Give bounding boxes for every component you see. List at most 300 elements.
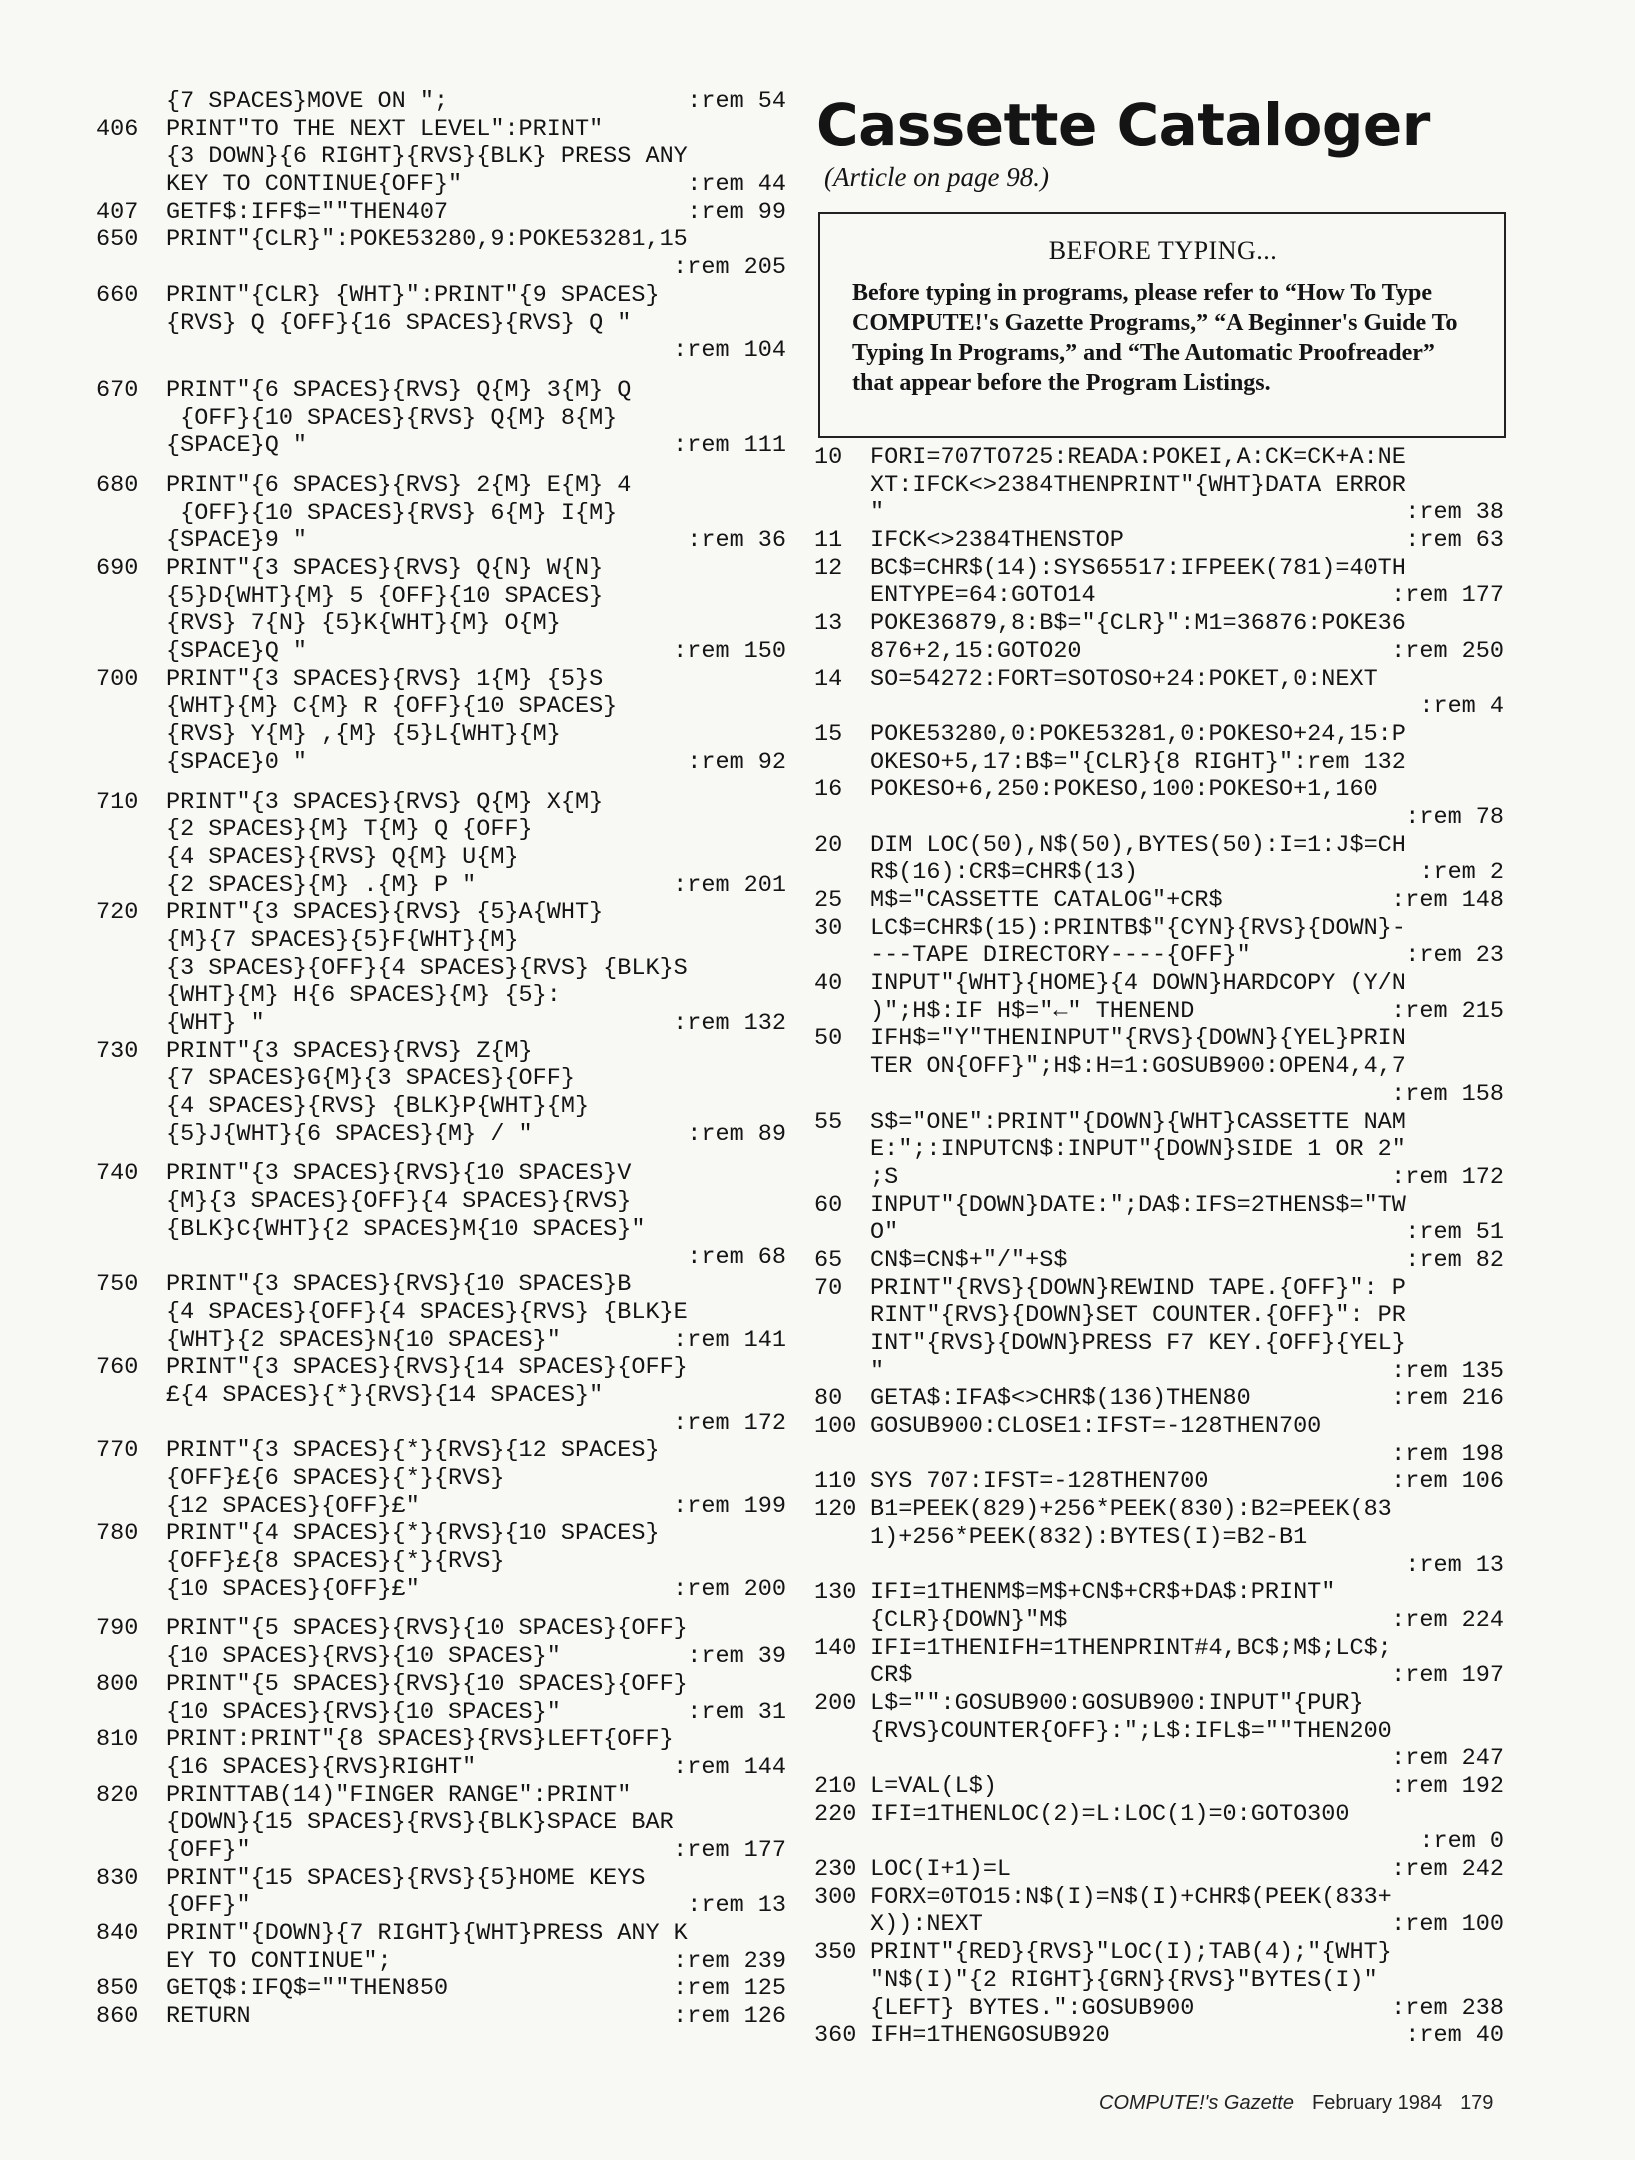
checksum-rem: :rem 200: [673, 1575, 786, 1603]
code-text: CN$=CN$+"/"+S$: [870, 1246, 1068, 1274]
code-line: [96, 638, 786, 666]
code-text: {WHT}{M} H{6 SPACES}{M} {5}:: [166, 982, 561, 1010]
checksum-rem: :rem 104: [673, 337, 786, 365]
line-number: 810: [96, 1726, 139, 1754]
code-text: {OFF}£{8 SPACES}{*}{RVS}: [166, 1548, 505, 1576]
code-line: [96, 1699, 786, 1727]
code-line: [814, 1884, 1504, 1912]
checksum-rem: :rem 150: [673, 638, 786, 666]
code-line: [814, 638, 1504, 666]
code-line: [96, 1892, 786, 1920]
line-number: 120: [814, 1496, 857, 1524]
code-text: GETF$:IFF$=""THEN407: [166, 198, 449, 226]
code-line: [96, 310, 786, 338]
code-line: [96, 116, 786, 144]
code-line: [814, 1496, 1504, 1524]
line-number: 55: [814, 1108, 843, 1136]
code-line: [814, 1635, 1504, 1663]
line-number: 70: [814, 1274, 843, 1302]
code-line: [96, 610, 786, 638]
code-line: [96, 1465, 786, 1493]
code-text: 1)+256*PEEK(832):BYTES(I)=B2-B1: [870, 1523, 1308, 1551]
code-line: [814, 721, 1504, 749]
line-number: 210: [814, 1773, 857, 1800]
code-line: [96, 254, 786, 282]
code-text: LC$=CHR$(15):PRINTB$"{CYN}{RVS}{DOWN}-: [870, 914, 1406, 942]
checksum-rem: :rem 92: [687, 748, 786, 776]
code-text: PRINT"{3 SPACES}{RVS}{14 SPACES}{OFF}: [166, 1354, 688, 1382]
code-text: M$="CASSETTE CATALOG"+CR$: [870, 887, 1223, 914]
code-line: [814, 1607, 1504, 1635]
code-text: B1=PEEK(829)+256*PEEK(830):B2=PEEK(83: [870, 1496, 1392, 1524]
line-number: 780: [96, 1520, 139, 1548]
code-text: ": [870, 1357, 885, 1385]
code-line: [814, 1413, 1504, 1441]
code-line: [96, 1093, 786, 1121]
code-line: [96, 432, 786, 460]
checksum-rem: :rem 177: [673, 1836, 786, 1864]
code-text: ": [870, 499, 885, 527]
checksum-rem: :rem 100: [1391, 1911, 1504, 1939]
line-number: 13: [814, 610, 843, 638]
code-line: [814, 915, 1504, 943]
code-text: {4 SPACES}{OFF}{4 SPACES}{RVS} {BLK}E: [166, 1298, 688, 1326]
code-text: {OFF}{10 SPACES}{RVS} Q{M} 8{M}: [166, 404, 618, 432]
checksum-rem: :rem 132: [673, 1010, 786, 1037]
code-line: [814, 1468, 1504, 1496]
code-line: [96, 472, 786, 500]
code-text: {10 SPACES}{RVS}{10 SPACES}": [166, 1643, 561, 1671]
code-text: PRINT"{3 SPACES}{RVS} 1{M} {5}S: [166, 665, 604, 693]
code-line: [96, 226, 786, 254]
code-text: {OFF}£{6 SPACES}{*}{RVS}: [166, 1465, 505, 1492]
checksum-rem: :rem 63: [1405, 527, 1504, 555]
line-number: 350: [814, 1939, 857, 1967]
code-text: IFH=1THENGOSUB920: [870, 2022, 1110, 2050]
code-line: [814, 555, 1504, 583]
code-text: R$(16):CR$=CHR$(13): [870, 859, 1138, 887]
code-line: [96, 1493, 786, 1521]
checksum-rem: :rem 238: [1391, 1994, 1504, 2022]
code-line: [814, 2022, 1504, 2050]
line-number: 80: [814, 1385, 843, 1413]
code-line: [814, 666, 1504, 694]
code-text: RETURN: [166, 2003, 251, 2031]
code-text: POKE53280,0:POKE53281,0:POKESO+24,15:P: [870, 720, 1406, 748]
code-text: FORX=0TO15:N$(I)=N$(I)+CHR$(PEEK(833+: [870, 1883, 1392, 1911]
code-text: EY TO CONTINUE";: [166, 1947, 392, 1975]
code-line: [814, 1690, 1504, 1718]
checksum-rem: :rem 99: [687, 198, 786, 226]
checksum-rem: :rem 141: [673, 1326, 786, 1354]
line-number: 670: [96, 376, 139, 404]
checksum-rem: :rem 111: [673, 432, 786, 460]
code-text: {16 SPACES}{RVS}RIGHT": [166, 1753, 477, 1781]
checksum-rem: :rem 250: [1391, 637, 1504, 665]
code-text: PRINT"{15 SPACES}{RVS}{5}HOME KEYS: [166, 1864, 646, 1892]
code-line: [814, 1136, 1504, 1164]
line-number: 220: [814, 1800, 857, 1828]
checksum-rem: :rem 239: [673, 1947, 786, 1975]
code-line: [814, 1911, 1504, 1939]
code-text: PRINT"{3 SPACES}{RVS}{10 SPACES}V: [166, 1160, 632, 1188]
code-line: [96, 844, 786, 872]
checksum-rem: :rem 199: [673, 1492, 786, 1520]
code-line: [814, 1385, 1504, 1413]
code-text: {LEFT} BYTES.":GOSUB900: [870, 1994, 1195, 2022]
code-line: [814, 444, 1504, 472]
code-text: LOC(I+1)=L: [870, 1856, 1012, 1884]
code-text: {BLK}C{WHT}{2 SPACES}M{10 SPACES}": [166, 1215, 646, 1243]
code-line: [96, 1038, 786, 1066]
code-line: [96, 1410, 786, 1438]
code-line: [96, 982, 786, 1010]
code-line: [96, 377, 786, 405]
line-number: 10: [814, 444, 843, 471]
code-text: POKE36879,8:B$="{CLR}":M1=36876:POKE36: [870, 610, 1406, 638]
code-text: RINT"{RVS}{DOWN}SET COUNTER.{OFF}": PR: [870, 1302, 1406, 1330]
code-line: [96, 88, 786, 116]
line-number: 800: [96, 1670, 139, 1698]
line-number: 25: [814, 887, 843, 914]
code-line: [814, 1773, 1504, 1801]
code-line: [96, 282, 786, 310]
code-text: IFCK<>2384THENSTOP: [870, 527, 1124, 555]
line-number: 230: [814, 1856, 857, 1884]
line-number: 50: [814, 1025, 843, 1053]
code-text: {RVS} Y{M} ,{M} {5}L{WHT}{M}: [166, 721, 561, 749]
code-line: [814, 1662, 1504, 1690]
code-text: {2 SPACES}{M} .{M} P ": [166, 871, 477, 899]
checksum-rem: :rem 51: [1405, 1219, 1504, 1247]
line-number: 40: [814, 970, 843, 998]
code-line: [96, 955, 786, 983]
line-number: 740: [96, 1160, 139, 1188]
code-text: OKESO+5,17:B$="{CLR}{8 RIGHT}":rem 132: [870, 748, 1406, 776]
code-text: PRINT"{3 SPACES}{RVS}{10 SPACES}B: [166, 1271, 632, 1299]
code-line: [96, 816, 786, 844]
code-text: {OFF}": [166, 1836, 251, 1864]
page-number: 179: [1460, 2092, 1494, 2114]
code-text: IFI=1THENM$=M$+CN$+CR$+DA$:PRINT": [870, 1579, 1336, 1607]
line-number: 110: [814, 1468, 857, 1496]
checksum-rem: :rem 158: [1391, 1080, 1504, 1108]
code-line: [96, 899, 786, 927]
checksum-rem: :rem 197: [1391, 1662, 1504, 1690]
code-text: ;S: [870, 1163, 899, 1191]
checksum-rem: :rem 82: [1405, 1246, 1504, 1274]
code-text: GETA$:IFA$<>CHR$(136)THEN80: [870, 1385, 1251, 1413]
code-line: [814, 499, 1504, 527]
code-line: [814, 998, 1504, 1026]
code-text: {10 SPACES}{OFF}£": [166, 1575, 420, 1603]
code-text: PRINT"{4 SPACES}{*}{RVS}{10 SPACES}: [166, 1520, 660, 1548]
checksum-rem: :rem 125: [673, 1975, 786, 2003]
code-text: L=VAL(L$): [870, 1773, 997, 1800]
code-line: [96, 500, 786, 528]
code-text: GETQ$:IFQ$=""THEN850: [166, 1975, 449, 2003]
line-number: 200: [814, 1689, 857, 1717]
line-number: 11: [814, 527, 843, 555]
code-line: [814, 887, 1504, 915]
code-line: [96, 1382, 786, 1410]
line-number: 100: [814, 1413, 857, 1441]
code-text: PRINT"{3 SPACES}{RVS} Q{M} X{M}: [166, 788, 604, 816]
checksum-rem: :rem 172: [1391, 1163, 1504, 1191]
checksum-rem: :rem 44: [687, 171, 786, 199]
code-text: {OFF}{10 SPACES}{RVS} 6{M} I{M}: [166, 499, 618, 527]
code-line: [814, 1330, 1504, 1358]
code-text: IFI=1THENLOC(2)=L:LOC(1)=0:GOTO300: [870, 1800, 1350, 1828]
checksum-rem: :rem 68: [687, 1243, 786, 1271]
code-text: S$="ONE":PRINT"{DOWN}{WHT}CASSETTE NAM: [870, 1108, 1406, 1136]
code-text: {5}D{WHT}{M} 5 {OFF}{10 SPACES}: [166, 582, 604, 610]
code-line: [96, 1299, 786, 1327]
code-text: XT:IFCK<>2384THENPRINT"{WHT}DATA ERROR: [870, 471, 1406, 499]
code-text: {12 SPACES}{OFF}£": [166, 1492, 420, 1520]
checksum-rem: :rem 0: [1419, 1828, 1504, 1856]
checksum-rem: :rem 40: [1405, 2022, 1504, 2050]
code-text: PRINT"{3 SPACES}{RVS} Z{M}: [166, 1037, 533, 1065]
code-line: [96, 1548, 786, 1576]
code-text: {WHT}{M} C{M} R {OFF}{10 SPACES}: [166, 693, 618, 721]
code-line: [96, 1354, 786, 1382]
code-text: {OFF}": [166, 1892, 251, 1920]
notice-heading: BEFORE TYPING...: [1048, 236, 1278, 265]
program-listing-left: [96, 88, 786, 2031]
code-text: L$="":GOSUB900:GOSUB900:INPUT"{PUR}: [870, 1689, 1364, 1717]
code-line: [96, 171, 786, 199]
code-line: [814, 859, 1504, 887]
checksum-rem: :rem 4: [1419, 693, 1504, 721]
code-text: {CLR}{DOWN}"M$: [870, 1606, 1068, 1634]
code-text: ---TAPE DIRECTORY----{OFF}": [870, 942, 1251, 970]
line-number: 850: [96, 1975, 139, 2003]
checksum-rem: :rem 2: [1419, 859, 1504, 887]
code-text: INT"{RVS}{DOWN}PRESS F7 KEY.{OFF}{YEL}: [870, 1330, 1406, 1357]
code-line: [96, 1809, 786, 1837]
code-line: [96, 1327, 786, 1355]
checksum-rem: :rem 135: [1391, 1357, 1504, 1385]
code-line: [96, 872, 786, 900]
code-text: {2 SPACES}{M} T{M} Q {OFF}: [166, 816, 533, 844]
magazine-name: COMPUTE!'s Gazette: [1099, 2092, 1294, 2114]
code-line: [814, 1995, 1504, 2023]
code-text: {3 SPACES}{OFF}{4 SPACES}{RVS} {BLK}S: [166, 954, 688, 982]
program-listing-right: [814, 444, 1504, 2050]
code-line: [96, 1975, 786, 2003]
line-number: 730: [96, 1037, 139, 1065]
line-number: 406: [96, 115, 139, 143]
code-text: TER ON{OFF}";H$:H=1:GOSUB900:OPEN4,4,7: [870, 1053, 1406, 1081]
code-line: [814, 1275, 1504, 1303]
code-line: [814, 1552, 1504, 1580]
code-text: "N$(I)"{2 RIGHT}{GRN}{RVS}"BYTES(I)": [870, 1966, 1378, 1994]
code-text: {SPACE}Q ": [166, 638, 308, 666]
code-line: [96, 143, 786, 171]
code-line: [814, 1081, 1504, 1109]
page-footer: [1099, 2092, 1493, 2115]
line-number: 16: [814, 776, 843, 804]
code-text: PRINT"{DOWN}{7 RIGHT}{WHT}PRESS ANY K: [166, 1920, 688, 1947]
code-line: [96, 1188, 786, 1216]
code-line: [814, 1967, 1504, 1995]
code-line: [814, 1828, 1504, 1856]
checksum-rem: :rem 89: [687, 1120, 786, 1148]
code-text: FORI=707TO725:READA:POKEI,A:CK=CK+A:NE: [870, 444, 1406, 471]
code-text: X)):NEXT: [870, 1911, 983, 1939]
code-text: SO=54272:FORT=SOTOSO+24:POKET,0:NEXT: [870, 665, 1378, 693]
code-text: ENTYPE=64:GOTO14: [870, 582, 1096, 610]
code-line: [814, 582, 1504, 610]
checksum-rem: :rem 39: [687, 1643, 786, 1671]
code-text: PRINT:PRINT"{8 SPACES}{RVS}LEFT{OFF}: [166, 1726, 674, 1754]
code-line: [814, 1745, 1504, 1773]
checksum-rem: :rem 106: [1391, 1468, 1504, 1496]
code-text: {RVS} 7{N} {5}K{WHT}{M} O{M}: [166, 610, 561, 638]
checksum-rem: :rem 31: [687, 1698, 786, 1726]
code-line: [96, 1948, 786, 1976]
line-number: 14: [814, 665, 843, 693]
code-text: {M}{3 SPACES}{OFF}{4 SPACES}{RVS}: [166, 1188, 632, 1216]
code-line: [96, 1065, 786, 1093]
code-line: [96, 1865, 786, 1893]
code-text: {DOWN}{15 SPACES}{RVS}{BLK}SPACE BAR: [166, 1809, 674, 1837]
checksum-rem: :rem 172: [673, 1409, 786, 1437]
checksum-rem: :rem 205: [673, 254, 786, 282]
code-text: PRINT"{CLR}":POKE53280,9:POKE53281,15: [166, 226, 688, 254]
before-typing-notice: [818, 212, 1506, 438]
code-text: BC$=CHR$(14):SYS65517:IFPEEK(781)=40TH: [870, 554, 1406, 582]
code-text: POKESO+6,250:POKESO,100:POKESO+1,160: [870, 776, 1378, 804]
code-line: [96, 1160, 786, 1188]
code-line: [96, 583, 786, 611]
checksum-rem: :rem 36: [687, 527, 786, 555]
line-number: 710: [96, 788, 139, 816]
line-number: 750: [96, 1271, 139, 1299]
code-line: [814, 1801, 1504, 1829]
line-number: 820: [96, 1781, 139, 1809]
code-line: [814, 1219, 1504, 1247]
line-number: 660: [96, 281, 139, 309]
code-line: [96, 555, 786, 583]
line-number: 300: [814, 1883, 857, 1911]
code-text: {SPACE}0 ": [166, 748, 308, 776]
code-line: [814, 693, 1504, 721]
code-line: [96, 199, 786, 227]
checksum-rem: :rem 38: [1405, 499, 1504, 527]
code-text: {RVS}COUNTER{OFF}:";L$:IFL$=""THEN200: [870, 1717, 1392, 1745]
line-number: 840: [96, 1920, 139, 1947]
code-line: [96, 337, 786, 365]
code-text: PRINT"TO THE NEXT LEVEL":PRINT": [166, 115, 604, 143]
code-line: [96, 1671, 786, 1699]
code-line: [814, 1939, 1504, 1967]
code-line: [96, 789, 786, 817]
code-line: [96, 1271, 786, 1299]
code-text: PRINT"{6 SPACES}{RVS} Q{M} 3{M} Q: [166, 376, 632, 404]
code-text: {4 SPACES}{RVS} Q{M} U{M}: [166, 843, 519, 871]
code-line: [814, 1164, 1504, 1192]
code-line: [96, 1615, 786, 1643]
code-line: [814, 1025, 1504, 1053]
checksum-rem: :rem 216: [1391, 1385, 1504, 1413]
code-text: GOSUB900:CLOSE1:IFST=-128THEN700: [870, 1413, 1322, 1441]
checksum-rem: :rem 177: [1391, 582, 1504, 610]
line-number: 65: [814, 1246, 843, 1274]
code-text: 876+2,15:GOTO20: [870, 637, 1082, 665]
code-line: [96, 1754, 786, 1782]
code-text: CR$: [870, 1662, 913, 1690]
code-line: [814, 1524, 1504, 1552]
code-text: PRINT"{3 SPACES}{*}{RVS}{12 SPACES}: [166, 1437, 660, 1465]
line-number: 860: [96, 2003, 139, 2031]
code-line: [96, 1837, 786, 1865]
code-line: [96, 1216, 786, 1244]
code-line: [814, 1247, 1504, 1275]
code-line: [814, 1579, 1504, 1607]
code-text: {5}J{WHT}{6 SPACES}{M} / ": [166, 1120, 533, 1148]
line-number: 720: [96, 899, 139, 927]
code-text: PRINT"{3 SPACES}{RVS} {5}A{WHT}: [166, 899, 604, 927]
checksum-rem: :rem 13: [1405, 1551, 1504, 1579]
code-line: [96, 1520, 786, 1548]
code-line: [96, 1920, 786, 1948]
code-text: )";H$:IF H$="←" THENEND: [870, 997, 1195, 1025]
code-line: [814, 610, 1504, 638]
checksum-rem: :rem 144: [673, 1753, 786, 1781]
checksum-rem: :rem 13: [687, 1892, 786, 1920]
code-text: IFI=1THENIFH=1THENPRINT#4,BC$;M$;LC$;: [870, 1634, 1392, 1662]
code-text: O": [870, 1219, 899, 1247]
code-line: [96, 749, 786, 777]
code-line: [96, 1643, 786, 1671]
code-line: [814, 472, 1504, 500]
code-line: [814, 749, 1504, 777]
checksum-rem: :rem 198: [1391, 1440, 1504, 1468]
line-number: 407: [96, 198, 139, 226]
code-line: [96, 1576, 786, 1604]
line-number: 680: [96, 471, 139, 499]
checksum-rem: :rem 148: [1391, 887, 1504, 914]
line-number: 770: [96, 1437, 139, 1465]
code-text: INPUT"{DOWN}DATE:";DA$:IFS=2THENS$="TW: [870, 1191, 1406, 1219]
checksum-rem: :rem 78: [1405, 803, 1504, 831]
code-line: [814, 970, 1504, 998]
code-text: {3 DOWN}{6 RIGHT}{RVS}{BLK} PRESS ANY: [166, 143, 688, 171]
code-text: {7 SPACES}MOVE ON ";: [166, 88, 449, 115]
line-number: 130: [814, 1579, 857, 1607]
code-text: PRINT"{6 SPACES}{RVS} 2{M} E{M} 4: [166, 471, 632, 499]
line-number: 15: [814, 720, 843, 748]
line-number: 30: [814, 914, 843, 942]
line-number: 700: [96, 665, 139, 693]
code-text: {SPACE}9 ": [166, 527, 308, 555]
code-line: [814, 1358, 1504, 1386]
article-title: Cassette Cataloger: [816, 91, 1430, 159]
line-number: 760: [96, 1354, 139, 1382]
code-text: {7 SPACES}G{M}{3 SPACES}{OFF}: [166, 1065, 575, 1093]
code-line: [814, 1441, 1504, 1469]
code-line: [96, 927, 786, 955]
code-line: [96, 1437, 786, 1465]
code-line: [96, 527, 786, 555]
checksum-rem: :rem 201: [673, 871, 786, 899]
code-text: PRINT"{RED}{RVS}"LOC(I);TAB(4);"{WHT}: [870, 1939, 1392, 1967]
checksum-rem: :rem 224: [1391, 1606, 1504, 1634]
code-text: E:";:INPUTCN$:INPUT"{DOWN}SIDE 1 OR 2": [870, 1136, 1406, 1164]
checksum-rem: :rem 192: [1391, 1773, 1504, 1800]
